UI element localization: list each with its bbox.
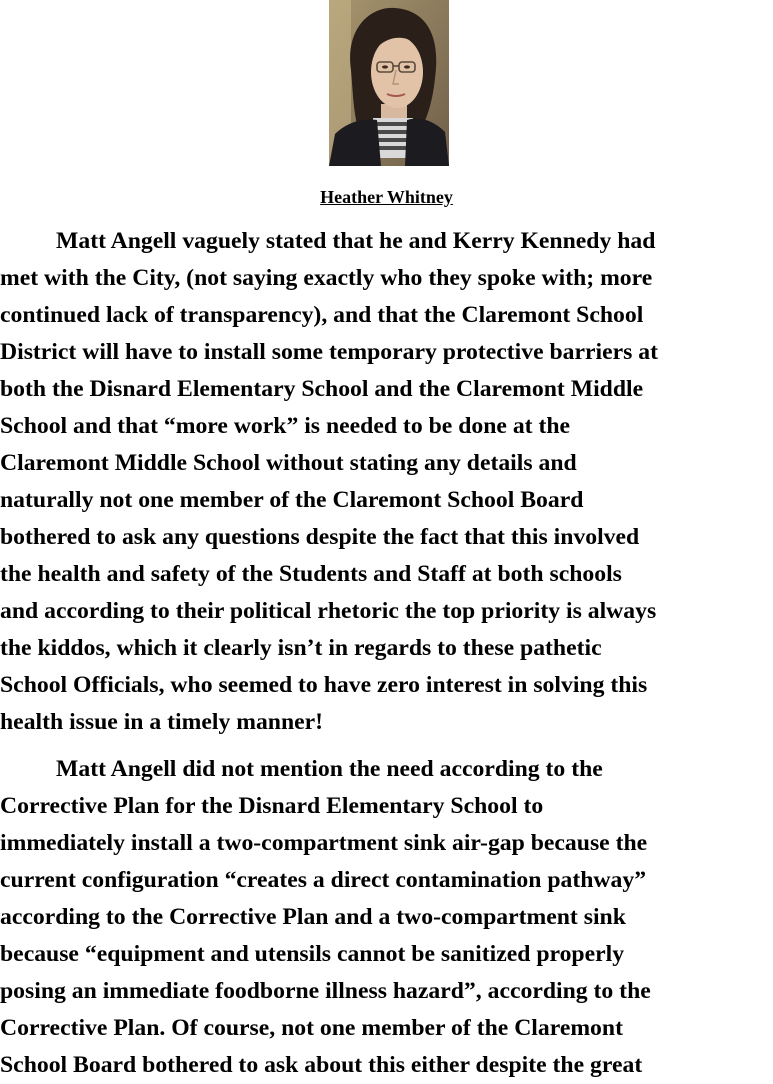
text-line: the kiddos, which it clearly isn’t in regards to these pathetic — [0, 635, 602, 661]
text-line: health issue in a timely manner! — [0, 709, 324, 735]
text-line: both the Disnard Elementary School and the Claremont Middle — [0, 376, 644, 402]
text-line: continued lack of transparency), and that the Claremont School — [0, 302, 644, 328]
text-line: Claremont Middle School without stating any details and — [0, 450, 577, 476]
text-line: naturally not one member of the Claremont School Board — [0, 487, 584, 513]
text-line: School and that “more work” is needed to be done at the — [0, 413, 571, 439]
text-line: met with the City, (not saying exactly who they spoke with; more — [0, 265, 653, 291]
article-body — [0, 223, 773, 1084]
portrait-icon — [329, 0, 449, 166]
text-line: District will have to install some temporary protective barriers at — [0, 339, 659, 365]
paragraph — [0, 223, 773, 741]
text-line: because “equipment and utensils cannot be sanitized properly — [0, 941, 625, 967]
text-line: the health and safety of the Students and Staff at both schools — [0, 561, 622, 587]
text-line: Corrective Plan. Of course, not one member of the Claremont — [0, 1015, 623, 1041]
text-line: bothered to ask any questions despite the fact that this involved — [0, 524, 640, 550]
text-line: and according to their political rhetoric the top priority is always — [0, 598, 657, 624]
text-line: Matt Angell vaguely stated that he and Kerry Kennedy had — [56, 228, 656, 254]
portrait-photo — [329, 0, 449, 166]
text-line: immediately install a two-compartment sink air-gap because the — [0, 830, 648, 856]
text-line: Matt Angell did not mention the need according to the — [56, 756, 603, 782]
paragraph — [0, 751, 773, 1084]
text-line: posing an immediate foodborne illness hazard”, according to the — [0, 978, 651, 1004]
text-line: Corrective Plan for the Disnard Elementary School to — [0, 793, 544, 819]
photo-caption: Heather Whitney — [320, 187, 453, 207]
text-line: according to the Corrective Plan and a two-compartment sink — [0, 904, 626, 930]
text-line: School Board bothered to ask about this either despite the great — [0, 1052, 643, 1078]
text-line: School Officials, who seemed to have zero interest in solving this — [0, 672, 648, 698]
text-line: current configuration “creates a direct contamination pathway” — [0, 867, 647, 893]
